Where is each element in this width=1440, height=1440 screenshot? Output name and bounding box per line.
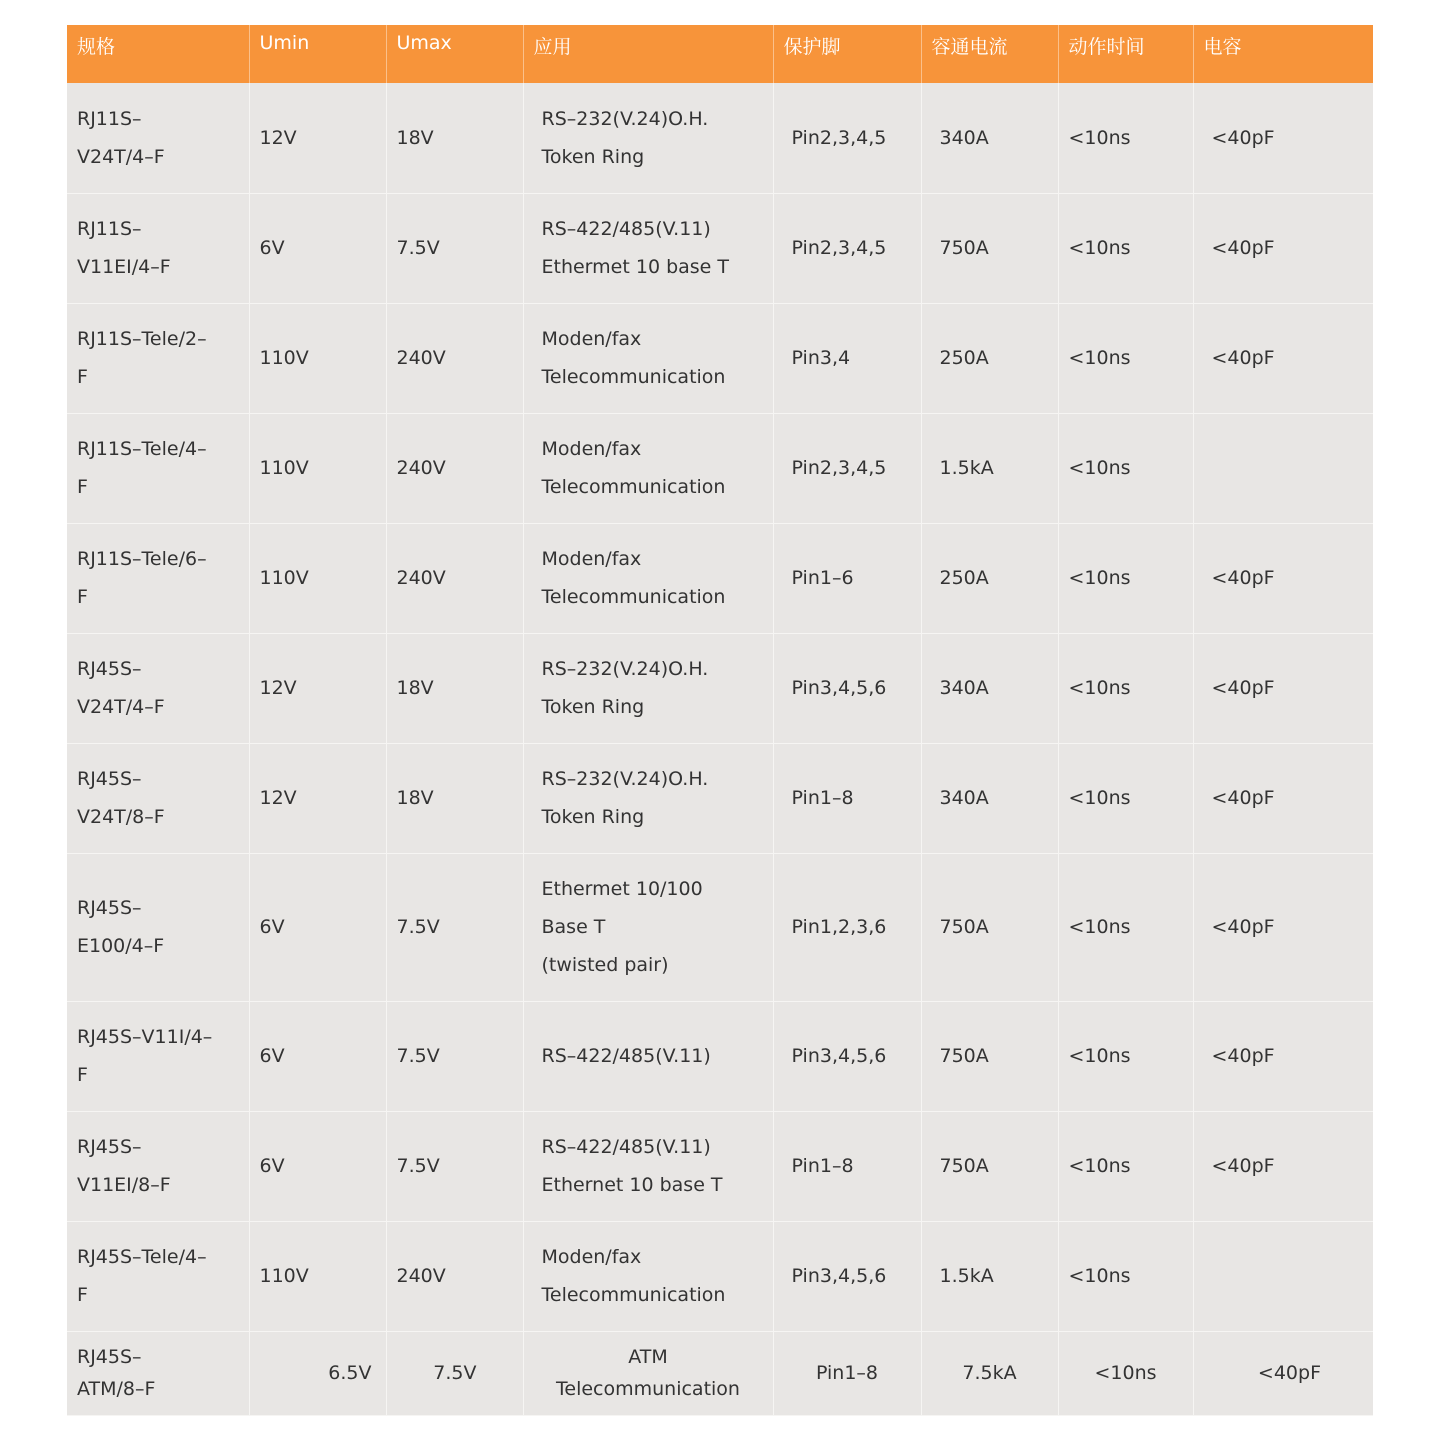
- cell-umax: 240V: [386, 1221, 523, 1331]
- cell-protected-pins: Pin2,3,4,5: [773, 83, 921, 193]
- cell-response-time: <10ns: [1058, 523, 1193, 633]
- cell-response-time: <10ns: [1058, 853, 1193, 1001]
- table-row: [67, 413, 1373, 523]
- cell-application: Ethermet 10/100 Base T (twisted pair): [523, 853, 773, 1001]
- cell-umin: 12V: [249, 83, 386, 193]
- table-row: [67, 743, 1373, 853]
- cell-application: Moden/fax Telecommunication: [523, 303, 773, 413]
- cell-application: Moden/fax Telecommunication: [523, 523, 773, 633]
- cell-umax: 18V: [386, 633, 523, 743]
- cell-protected-pins: Pin3,4: [773, 303, 921, 413]
- cell-surge-current: 750A: [921, 193, 1058, 303]
- cell-application: RS–232(V.24)O.H. Token Ring: [523, 83, 773, 193]
- cell-capacitance: <40pF: [1193, 743, 1373, 853]
- header-protected-pins: 保护脚: [773, 25, 921, 83]
- cell-protected-pins: Pin1–8: [773, 1331, 921, 1415]
- table-row: [67, 1221, 1373, 1331]
- cell-application: RS–232(V.24)O.H. Token Ring: [523, 743, 773, 853]
- cell-umin: 6.5V: [249, 1331, 386, 1415]
- header-umax: Umax: [386, 25, 523, 83]
- cell-protected-pins: Pin1,2,3,6: [773, 853, 921, 1001]
- table-body: [67, 83, 1373, 1415]
- cell-surge-current: 250A: [921, 523, 1058, 633]
- cell-surge-current: 750A: [921, 1001, 1058, 1111]
- cell-capacitance: [1193, 1221, 1373, 1331]
- cell-application: Moden/fax Telecommunication: [523, 1221, 773, 1331]
- cell-response-time: <10ns: [1058, 1001, 1193, 1111]
- cell-capacitance: <40pF: [1193, 1111, 1373, 1221]
- cell-spec: RJ45S– V24T/8–F: [67, 743, 249, 853]
- cell-umin: 6V: [249, 1001, 386, 1111]
- cell-surge-current: 340A: [921, 743, 1058, 853]
- cell-spec: RJ11S–Tele/4– F: [67, 413, 249, 523]
- table-row: [67, 1001, 1373, 1111]
- cell-umax: 18V: [386, 83, 523, 193]
- cell-response-time: <10ns: [1058, 413, 1193, 523]
- cell-protected-pins: Pin1–8: [773, 1111, 921, 1221]
- header-application: 应用: [523, 25, 773, 83]
- cell-spec: RJ45S– ATM/8–F: [67, 1331, 249, 1415]
- cell-capacitance: [1193, 413, 1373, 523]
- header-row: [67, 25, 1373, 83]
- cell-capacitance: <40pF: [1193, 303, 1373, 413]
- cell-surge-current: 340A: [921, 83, 1058, 193]
- table-row: [67, 303, 1373, 413]
- spec-table: [67, 25, 1373, 1416]
- cell-response-time: <10ns: [1058, 1111, 1193, 1221]
- cell-response-time: <10ns: [1058, 1331, 1193, 1415]
- cell-umin: 6V: [249, 193, 386, 303]
- cell-protected-pins: Pin3,4,5,6: [773, 633, 921, 743]
- header-response-time: 动作时间: [1058, 25, 1193, 83]
- cell-response-time: <10ns: [1058, 633, 1193, 743]
- cell-protected-pins: Pin2,3,4,5: [773, 193, 921, 303]
- header-spec: 规格: [67, 25, 249, 83]
- cell-response-time: <10ns: [1058, 83, 1193, 193]
- cell-capacitance: <40pF: [1193, 853, 1373, 1001]
- cell-surge-current: 250A: [921, 303, 1058, 413]
- cell-spec: RJ45S–Tele/4– F: [67, 1221, 249, 1331]
- cell-capacitance: <40pF: [1193, 193, 1373, 303]
- cell-application: RS–422/485(V.11) Ethermet 10 base T: [523, 193, 773, 303]
- header-umin: Umin: [249, 25, 386, 83]
- cell-spec: RJ11S–Tele/2– F: [67, 303, 249, 413]
- cell-umax: 240V: [386, 303, 523, 413]
- cell-umin: 12V: [249, 633, 386, 743]
- table-row: [67, 633, 1373, 743]
- table-row: [67, 1111, 1373, 1221]
- cell-capacitance: <40pF: [1193, 523, 1373, 633]
- cell-spec: RJ11S– V11EI/4–F: [67, 193, 249, 303]
- cell-umax: 240V: [386, 523, 523, 633]
- cell-capacitance: <40pF: [1193, 1001, 1373, 1111]
- cell-application: RS–422/485(V.11): [523, 1001, 773, 1111]
- cell-umax: 7.5V: [386, 1111, 523, 1221]
- cell-capacitance: <40pF: [1193, 1331, 1373, 1415]
- table-row: [67, 1331, 1373, 1415]
- cell-surge-current: 7.5kA: [921, 1331, 1058, 1415]
- cell-surge-current: 750A: [921, 1111, 1058, 1221]
- cell-umin: 12V: [249, 743, 386, 853]
- cell-umin: 6V: [249, 853, 386, 1001]
- cell-surge-current: 1.5kA: [921, 413, 1058, 523]
- cell-application: RS–232(V.24)O.H. Token Ring: [523, 633, 773, 743]
- cell-spec: RJ45S– V11EI/8–F: [67, 1111, 249, 1221]
- cell-application: ATM Telecommunication: [523, 1331, 773, 1415]
- cell-umin: 110V: [249, 303, 386, 413]
- cell-surge-current: 1.5kA: [921, 1221, 1058, 1331]
- table-row: [67, 853, 1373, 1001]
- cell-umax: 7.5V: [386, 1331, 523, 1415]
- cell-surge-current: 750A: [921, 853, 1058, 1001]
- cell-surge-current: 340A: [921, 633, 1058, 743]
- cell-umax: 7.5V: [386, 1001, 523, 1111]
- cell-protected-pins: Pin1–6: [773, 523, 921, 633]
- cell-umin: 110V: [249, 523, 386, 633]
- cell-spec: RJ45S–V11I/4– F: [67, 1001, 249, 1111]
- cell-umin: 110V: [249, 1221, 386, 1331]
- cell-capacitance: <40pF: [1193, 83, 1373, 193]
- cell-umax: 7.5V: [386, 853, 523, 1001]
- cell-umax: 7.5V: [386, 193, 523, 303]
- cell-capacitance: <40pF: [1193, 633, 1373, 743]
- cell-protected-pins: Pin2,3,4,5: [773, 413, 921, 523]
- cell-response-time: <10ns: [1058, 743, 1193, 853]
- cell-umin: 110V: [249, 413, 386, 523]
- cell-spec: RJ45S– V24T/4–F: [67, 633, 249, 743]
- cell-umax: 18V: [386, 743, 523, 853]
- cell-protected-pins: Pin3,4,5,6: [773, 1001, 921, 1111]
- header-capacitance: 电容: [1193, 25, 1373, 83]
- cell-umin: 6V: [249, 1111, 386, 1221]
- table-row: [67, 83, 1373, 193]
- cell-umax: 240V: [386, 413, 523, 523]
- cell-response-time: <10ns: [1058, 303, 1193, 413]
- cell-protected-pins: Pin3,4,5,6: [773, 1221, 921, 1331]
- cell-application: Moden/fax Telecommunication: [523, 413, 773, 523]
- cell-response-time: <10ns: [1058, 193, 1193, 303]
- cell-protected-pins: Pin1–8: [773, 743, 921, 853]
- cell-application: RS–422/485(V.11) Ethernet 10 base T: [523, 1111, 773, 1221]
- header-surge-current: 容通电流: [921, 25, 1058, 83]
- cell-spec: RJ11S– V24T/4–F: [67, 83, 249, 193]
- cell-response-time: <10ns: [1058, 1221, 1193, 1331]
- cell-spec: RJ11S–Tele/6– F: [67, 523, 249, 633]
- table-row: [67, 193, 1373, 303]
- table-row: [67, 523, 1373, 633]
- cell-spec: RJ45S– E100/4–F: [67, 853, 249, 1001]
